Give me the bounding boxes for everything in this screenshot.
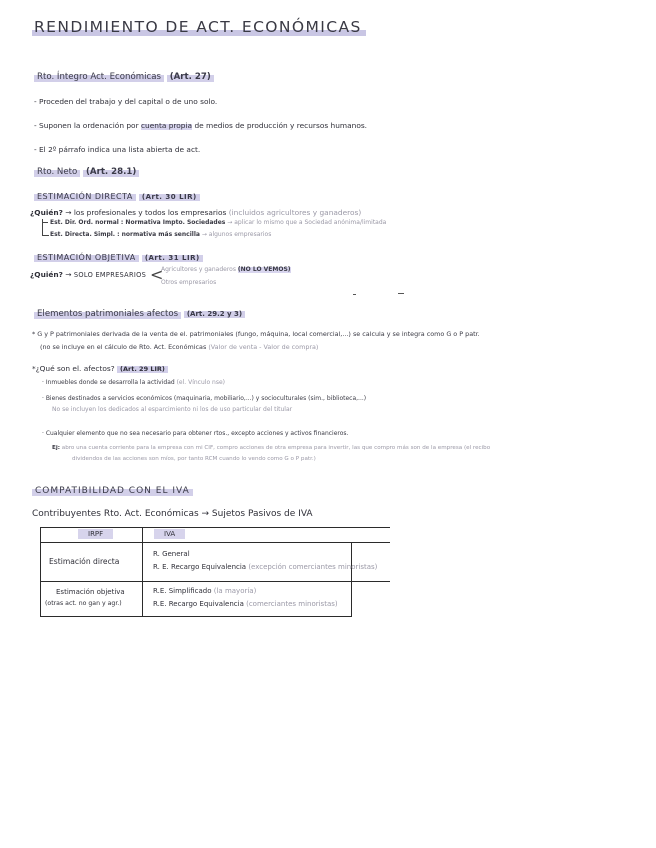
obj-option-1 [161, 266, 291, 273]
bullet-2-text: - Suponen la ordenación por [34, 121, 141, 130]
stray-mark [353, 294, 356, 295]
table-border-left [40, 527, 41, 617]
elementos-item-2-note: No se incluyen los dedicados al esparcimiento ni los de uso particular del titular [52, 406, 293, 413]
cell-recargo-2 [153, 600, 338, 608]
elementos-item-2: · Bienes destinados a servicios económicos (maquinaria, mobiliario,...) y socioculturales (sim., biblioteca,...) [42, 395, 367, 402]
cell-recargo-2-note: (comerciantes minoristas) [243, 600, 338, 608]
cell-estimacion-directa: Estimación directa [49, 557, 120, 566]
elementos-p1-note [40, 343, 318, 351]
solo-empresarios: SOLO EMPRESARIOS [73, 271, 147, 279]
table-border-header [40, 542, 390, 543]
est-dir-simplificada [50, 231, 271, 238]
table-header-iva [154, 530, 185, 538]
estimacion-objetiva-ref: (Art. 31 LIR) [142, 254, 203, 262]
elementos-question [32, 364, 168, 373]
est-dir-simpl-text: Est. Directa. Simpl. : normativa más sencilla [50, 231, 200, 238]
quien-label-obj: ¿Quién? [30, 270, 63, 279]
estimacion-directa-heading [34, 192, 200, 201]
rto-neto-ref: (Art. 28.1) [83, 167, 139, 177]
example-text-1: abro una cuenta corriente para la empresa con mi CIF, compro acciones de otra empresa para invertir, las que compro más son de la empresa (el recibo [59, 445, 491, 451]
quien-label: ¿Quién? [30, 208, 63, 217]
iva-label: IVA [154, 529, 185, 539]
obj-option-1-ref: (NO LO VEMOS) [237, 266, 291, 273]
cell-estimacion-objetiva-note: (otras act. no gan y agr.) [45, 600, 122, 607]
who-text: los profesionales y todos los empresarios [73, 208, 227, 217]
iva-heading [32, 486, 193, 496]
elementos-question-text: *¿Qué son el. afectos? [32, 364, 115, 373]
est-dir-normal-note: → aplicar lo mismo que a Sociedad anónima/limitada [225, 219, 387, 226]
cell-recargo-1-text: R. E. Recargo Equivalencia [153, 563, 247, 571]
stray-mark [398, 293, 404, 294]
obj-option-1-text: Agricultores y ganaderos [161, 266, 236, 273]
cell-estimacion-objetiva: Estimación objetiva [56, 588, 125, 596]
bracket-tick [42, 222, 48, 223]
bullet-2-highlight: cuenta propia [140, 121, 193, 130]
estimacion-objetiva-heading [34, 253, 203, 262]
est-dir-simpl-note: → algunos empresarios [199, 231, 272, 238]
iva-line: Contribuyentes Rto. Act. Económicas → Sujetos Pasivos de IVA [32, 509, 313, 519]
cell-recargo-1-note: (excepción comerciantes minoristas) [246, 563, 378, 571]
cell-recargo-1 [153, 563, 377, 571]
rto-integro-bullet-3: - El 2º párrafo indica una lista abierta de act. [34, 145, 201, 154]
elementos-question-ref: (Art. 29 LIR) [117, 365, 168, 373]
brace-icon: < [150, 265, 164, 284]
elementos-title: Elementos patrimoniales afectos [34, 309, 181, 319]
rto-integro-heading [34, 72, 214, 82]
table-border-divider [142, 527, 143, 617]
rto-integro-bullet-2 [34, 121, 367, 130]
cell-recargo-2-text: R.E. Recargo Equivalencia [153, 600, 244, 608]
cell-r-general: R. General [153, 550, 190, 558]
elementos-item-3: · Cualquier elemento que no sea necesario para obtener rtos., excepto acciones y activos financieros. [42, 430, 349, 437]
estimacion-directa-ref: (Art. 30 LIR) [139, 193, 200, 201]
iva-table [40, 527, 390, 617]
obj-option-2: Otros empresarios [161, 279, 217, 286]
elementos-item-1-note: (el. Vínculo nse) [174, 379, 225, 386]
rto-neto-heading [34, 167, 139, 177]
elementos-p1-note-grey: (Valor de venta - Valor de compra) [206, 343, 319, 351]
cell-simplificado [153, 587, 256, 595]
elementos-p1: * G y P patrimoniales derivada de la venta de el. patrimoniales (fungo, máquina, local comercial,...) se calcula y se integra como G o P patr. [32, 330, 480, 338]
example-text-2: dividendos de las acciones son míos, por tanto RCM cuando lo vendo como G o P patr.) [72, 456, 316, 462]
cell-simplificado-text: R.E. Simplificado [153, 587, 212, 595]
table-border-right [351, 542, 352, 617]
elementos-p1-note-text: (no se incluye en el cálculo de Rto. Act. Económicas [40, 343, 207, 351]
rto-neto-title: Rto. Neto [34, 167, 80, 177]
rto-integro-ref: (Art. 27) [167, 72, 214, 82]
estimacion-objetiva-who [30, 270, 146, 279]
table-header-irpf [78, 530, 113, 538]
estimacion-directa-who [30, 208, 361, 217]
arrow-obj: → [65, 270, 72, 279]
arrow: → [65, 208, 72, 217]
estimacion-objetiva-title: ESTIMACIÓN OBJETIVA [34, 253, 139, 262]
estimacion-directa-title: ESTIMACIÓN DIRECTA [34, 192, 136, 201]
table-border-mid [40, 581, 390, 582]
irpf-label: IRPF [78, 529, 113, 539]
elementos-example [52, 445, 490, 451]
rto-integro-title: Rto. Íntegro Act. Económicas [34, 72, 164, 82]
iva-title: COMPATIBILIDAD CON EL IVA [32, 486, 193, 496]
est-dir-normal [50, 219, 386, 226]
page-title: RENDIMIENTO DE ACT. ECONÓMICAS [32, 18, 366, 36]
elementos-ref: (Art. 29.2 y 3) [184, 310, 245, 318]
elementos-heading [34, 309, 245, 319]
table-border-bottom [40, 616, 352, 617]
elementos-item-1 [42, 379, 225, 386]
who-note: (incluidos agricultores y ganaderos) [226, 208, 362, 217]
cell-simplificado-note: (la mayoría) [211, 587, 257, 595]
est-dir-normal-text: Est. Dir. Ord. normal : Normativa Impto. Sociedades [50, 219, 226, 226]
elementos-item-1-text: · Inmuebles donde se desarrolla la actividad [42, 379, 175, 386]
bullet-2-text-end: de medios de producción y recursos humanos. [192, 121, 368, 130]
rto-integro-bullet-1: - Proceden del trabajo y del capital o de uno solo. [34, 97, 218, 106]
example-label: Ej: [52, 445, 60, 451]
